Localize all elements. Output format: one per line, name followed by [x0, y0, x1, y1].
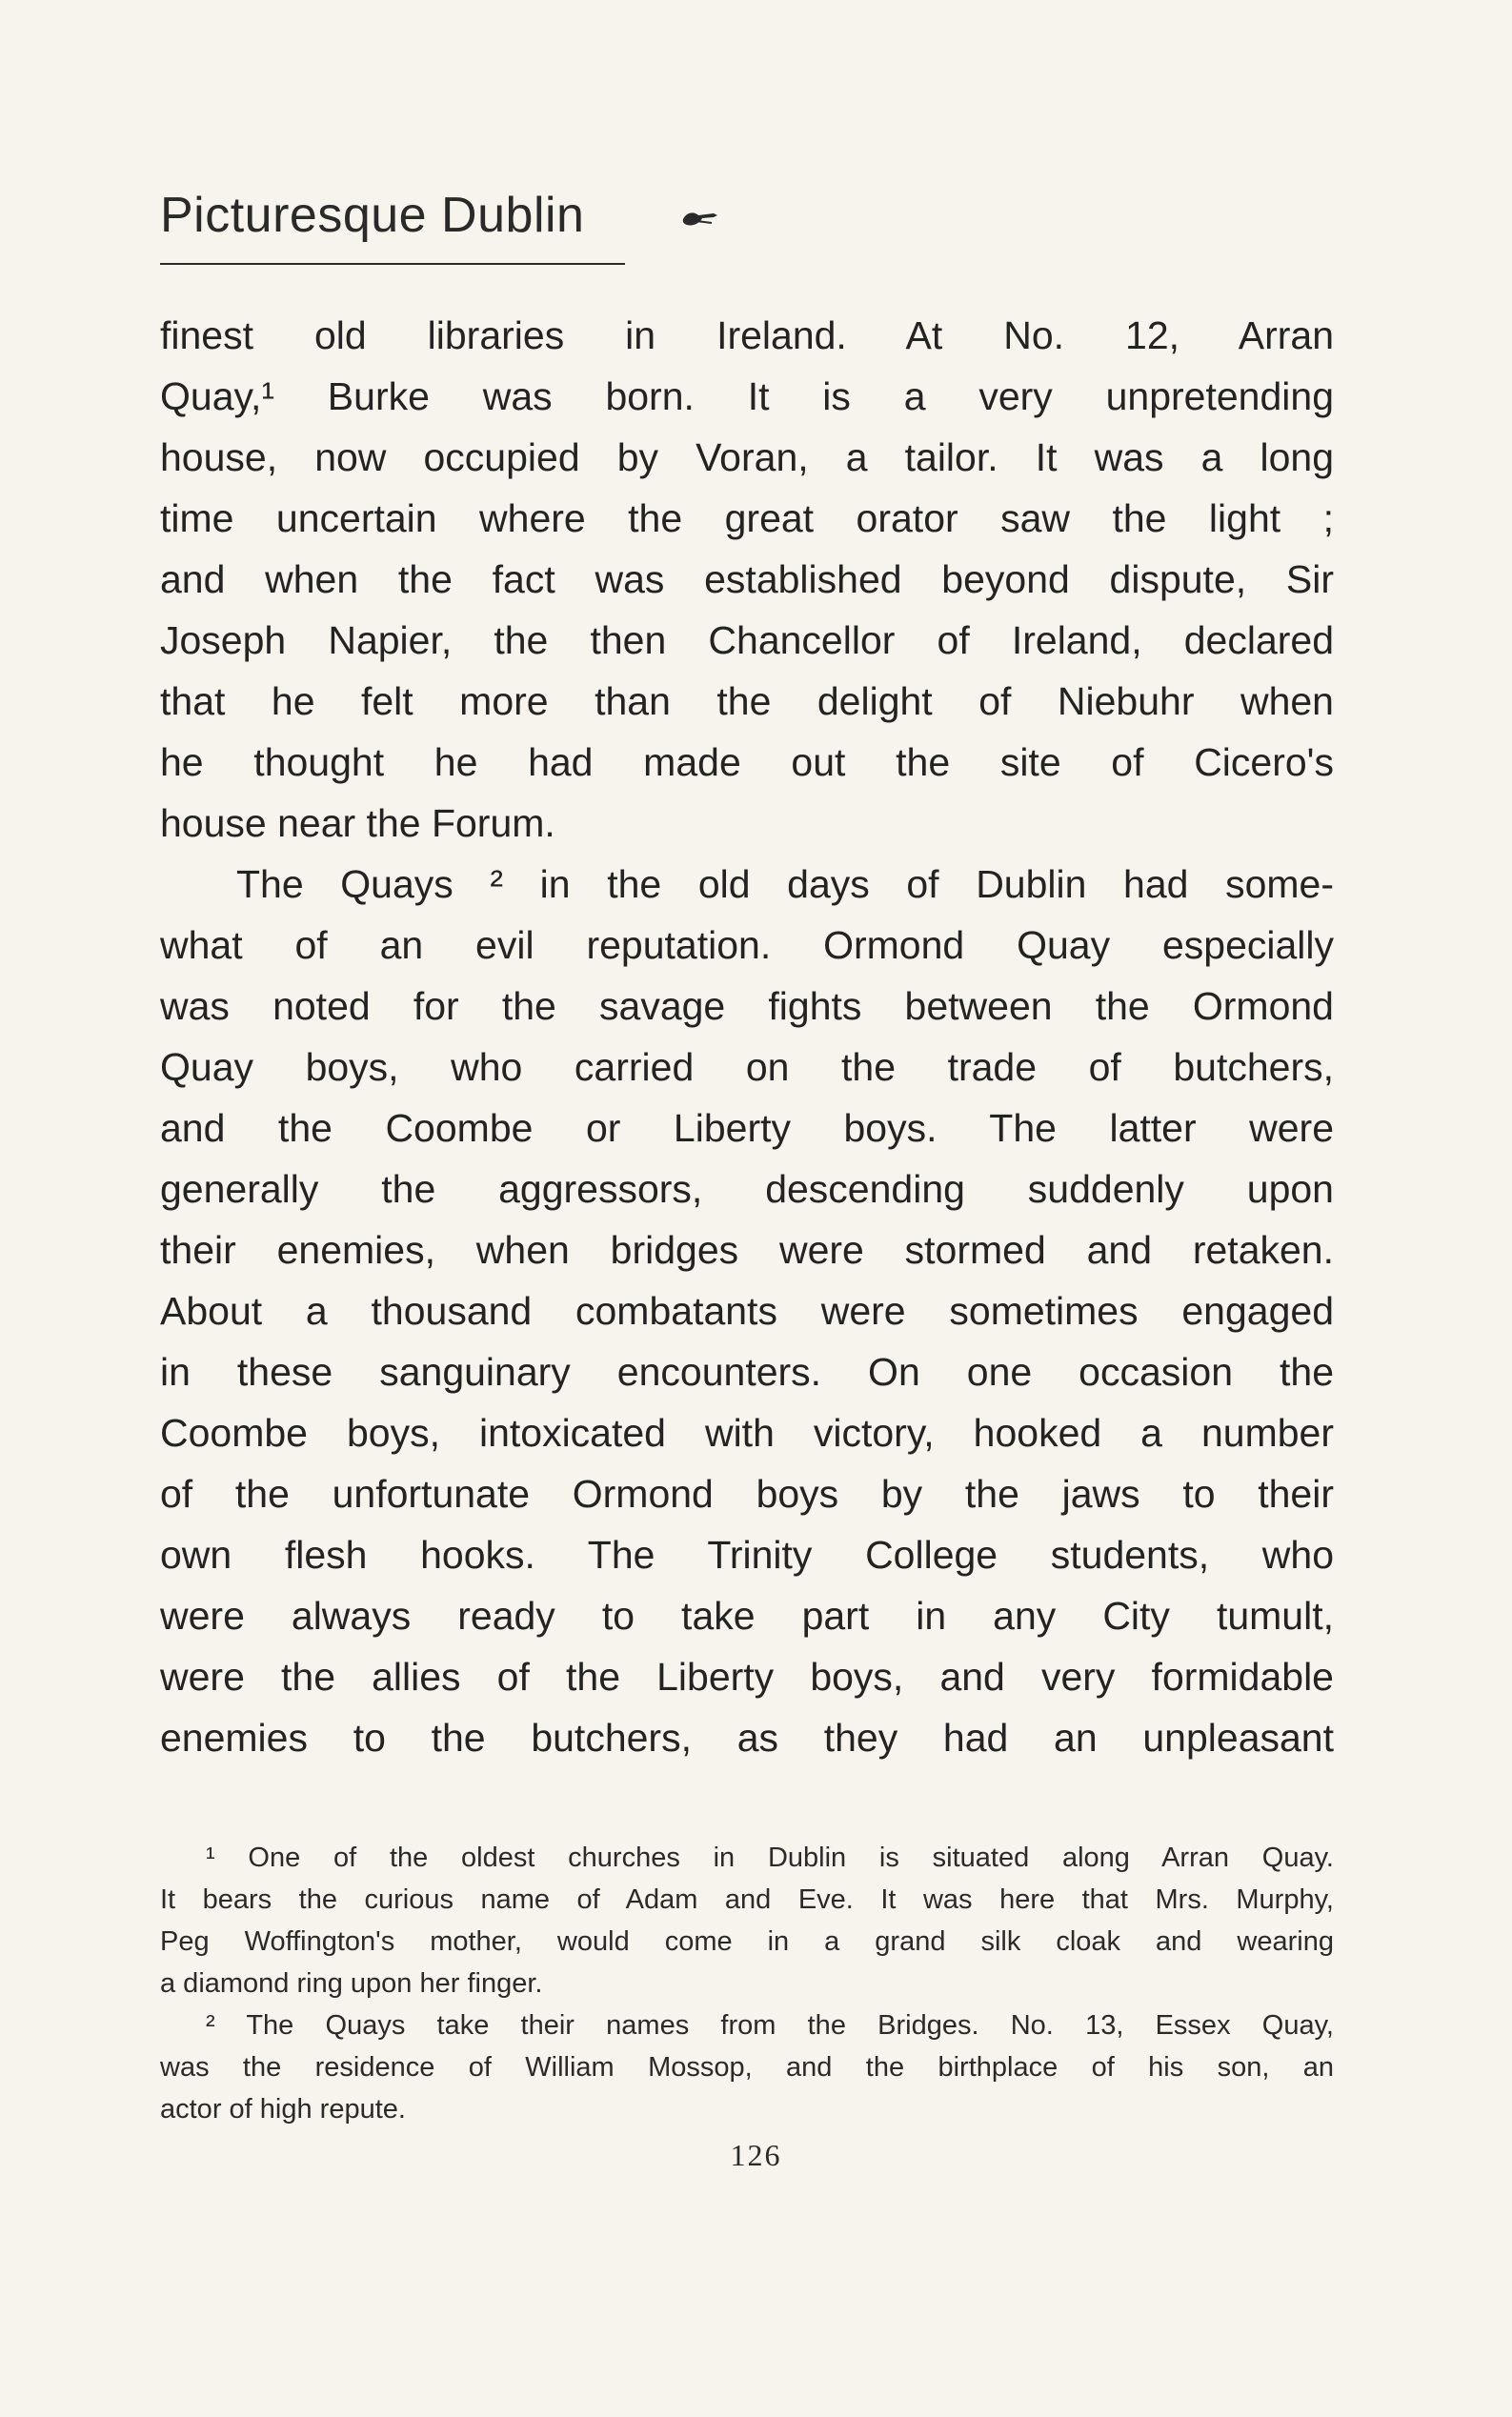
text-line: time uncertain where the great orator saw the light ;: [160, 496, 1334, 540]
text-line: house, now occupied by Voran, a tailor. It was a long: [160, 435, 1334, 479]
text-line: About a thousand combatants were sometimes engaged: [160, 1289, 1334, 1333]
text-line: was noted for the savage fights between the Ormond: [160, 984, 1334, 1028]
text-line: and when the fact was established beyond dispute, Sir: [160, 557, 1334, 601]
text-line: Quay,¹ Burke was born. It is a very unpretending: [160, 374, 1334, 418]
footnote-line: was the residence of William Mossop, and the birthplace of his son, an: [160, 2052, 1334, 2083]
page-header: [160, 187, 751, 263]
footnote-line: actor of high repute.: [160, 2094, 406, 2125]
text-line: their enemies, when bridges were stormed and retaken.: [160, 1228, 1334, 1272]
footnote-line: Peg Woffington's mother, would come in a grand silk cloak and wearing: [160, 1926, 1334, 1957]
text-line: Joseph Napier, the then Chancellor of Ireland, declared: [160, 618, 1334, 662]
text-line: of the unfortunate Ormond boys by the jaws to their: [160, 1472, 1334, 1516]
body-text: [160, 305, 1334, 1768]
footnote-line: ¹ One of the oldest churches in Dublin is situated along Arran Quay.: [206, 1843, 1334, 1873]
text-line: enemies to the butchers, as they had an unpleasant: [160, 1716, 1334, 1760]
footnote-line: It bears the curious name of Adam and Eve. It was here that Mrs. Murphy,: [160, 1884, 1334, 1915]
running-title: Picturesque Dublin: [160, 188, 585, 243]
text-line: The Quays ² in the old days of Dublin had some-: [236, 862, 1334, 906]
text-line: were always ready to take part in any City tumult,: [160, 1594, 1334, 1638]
text-line: and the Coombe or Liberty boys. The latter were: [160, 1106, 1334, 1150]
page-number: 126: [730, 2138, 782, 2172]
text-line: Coombe boys, intoxicated with victory, hooked a number: [160, 1411, 1334, 1455]
text-line: that he felt more than the delight of Niebuhr when: [160, 679, 1334, 723]
text-line: house near the Forum.: [160, 801, 555, 845]
header-rule: [160, 263, 625, 265]
text-line: Quay boys, who carried on the trade of butchers,: [160, 1045, 1334, 1089]
text-line: in these sanguinary encounters. On one occasion the: [160, 1350, 1334, 1394]
footnote-line: ² The Quays take their names from the Bridges. No. 13, Essex Quay,: [206, 2010, 1334, 2041]
text-line: finest old libraries in Ireland. At No. 12, Arran: [160, 313, 1334, 357]
footnote-line: a diamond ring upon her finger.: [160, 1968, 543, 1999]
text-line: he thought he had made out the site of Cicero's: [160, 740, 1334, 784]
text-line: were the allies of the Liberty boys, and very formidable: [160, 1655, 1334, 1699]
text-line: generally the aggressors, descending suddenly upon: [160, 1167, 1334, 1211]
text-line: what of an evil reputation. Ormond Quay especially: [160, 923, 1334, 967]
pointing-hand-icon: [679, 204, 721, 232]
text-line: own flesh hooks. The Trinity College students, who: [160, 1533, 1334, 1577]
footnotes: [160, 1837, 1334, 2130]
